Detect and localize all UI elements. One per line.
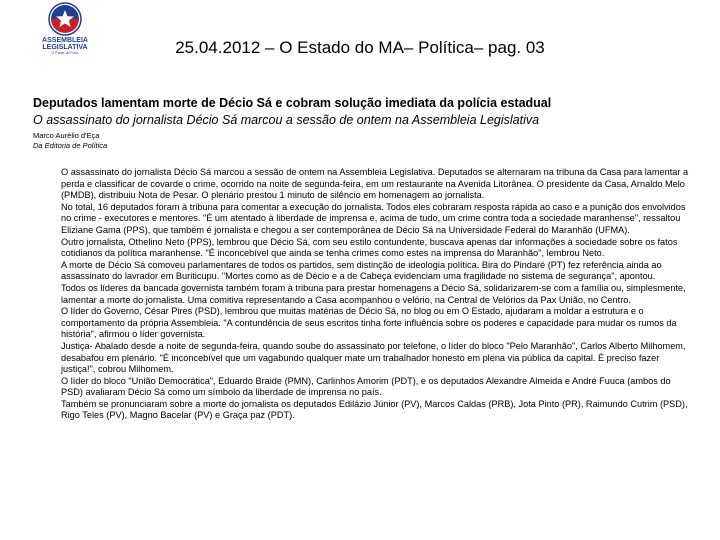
paragraph: O líder do Governo, César Pires (PSD), lembrou que muitas matérias de Décio Sá, no blog ou em O Estado, ajudaram a moldar a estrutura e o comportamento da própria Assembleia. "A contundência de seus escritos tinha forte influência sobre os poderes e capacidade para mudar os rumos da história", afirmou o líder governista.	[61, 306, 677, 340]
byline	[33, 131, 107, 151]
paragraph: Também se pronunciaram sobre a morte do jornalista os deputados Edilázio Júnior (PV), Marcos Caldas (PRB), Jota Pinto (PR), Raimundo Cutrim (PSD), Rigo Teles (PV), Magno Bacelar (PV) e Graça paz (PDT).	[61, 398, 688, 421]
article-subheadline: O assassinato do jornalista Décio Sá marcou a sessão de ontem na Assembleia Legislativa	[33, 113, 540, 127]
paragraph: No total, 16 deputados foram à tribuna para comentar a execução do jornalista. Todos eles cobraram resposta rápida ao caso e a punição dos envolvidos no crime - executores e mentores. "É um atentado à liberdade de imprensa e, acima de tudo, um crime contra toda a sociedade maranhense", ressaltou Eliziane Gama (PPS), que também é jornalista e chegou a ser contemporânea de Décio Sá na Universidade Federal do Maranhão (UFMA).	[61, 201, 686, 235]
paragraph: Justiça- Abalado desde a noite de segunda-feira, quando soube do assassinato por telefone, o líder do bloco "Pelo Maranhão", Carlos Alberto Milhomem, desabafou em plenário. "É inconcebível que um vagabundo qualquer mate um trabalhador honesto em plena via pública da capital. É preciso fazer justiça!", cobrou Milhomem.	[61, 340, 686, 375]
author-name: Marco Aurélio d'Eça	[33, 131, 100, 140]
page-title: 25.04.2012 – O Estado do MA– Política– pag. 03	[175, 38, 545, 57]
paragraph: A morte de Décio Sá comoveu parlamentares de todos os partidos, sem distinção de ideologia política. Bira do Pindaré (PT) fez referência ainda ao assassinato do lavrador em Buriticupu. "Mortes como as de Décio e a de Cabeça evidenciam uma fragilidade no sistema de segurança", apontou.	[61, 259, 662, 282]
article-headline: Deputados lamentam morte de Décio Sá e cobram solução imediata da polícia estadual	[33, 96, 552, 110]
editoria-label: Da Editoria de Política	[33, 141, 108, 150]
logo-tagline: O Poder do Povo	[51, 51, 79, 55]
article-body	[61, 167, 693, 422]
paragraph: Todos os líderes da bancada governista também foram à tribuna para prestar homenagens a Décio Sá, solidarizarem-se com a família ou, simplesmente, lamentar a morte do jornalista. Uma comitiva representando a Casa acompanhou o velório, na Central de Velórios da Pax União, no Centro.	[61, 282, 686, 305]
logo-line-1: ASSEMBLEIA	[42, 37, 88, 44]
paragraph: O assassinato do jornalista Décio Sá marcou a sessão de ontem na Assembleia Legislativa. Deputados se alternaram na tribuna da Casa para lamentar a perda e classificar de covarde o crime, ocorrido na noite de segunda-feira, em um restaurante na Avenida Litorânea. O presidente da Casa, Arnaldo Melo (PMDB), distribuiu Nota de Pesar. O plenário prestou 1 minuto de silêncio em homenagem ao jornalista.	[61, 167, 689, 201]
paragraph: Outro jornalista, Othelino Neto (PPS), lembrou que Décio Sá, com seu estilo contundente, buscava apenas dar informações à sociedade sobre os fatos cotidianos da política maranhense. "É inconcebível que ainda se tenha crimes como estes na imprensa do Maranhão", lembrou Neto.	[61, 236, 678, 259]
assembleia-seal-icon	[48, 2, 82, 36]
logo-line-2: LEGISLATIVA	[42, 44, 88, 51]
paragraph: O líder do bloco "União Democrática", Eduardo Braide (PMN), Carlinhos Amorim (PDT), e os deputados Alexandre Almeida e André Fuuca (ambos do PSD) avaliaram Décio Sá como um símbolo da liberdade de imprensa no país.	[61, 375, 671, 398]
